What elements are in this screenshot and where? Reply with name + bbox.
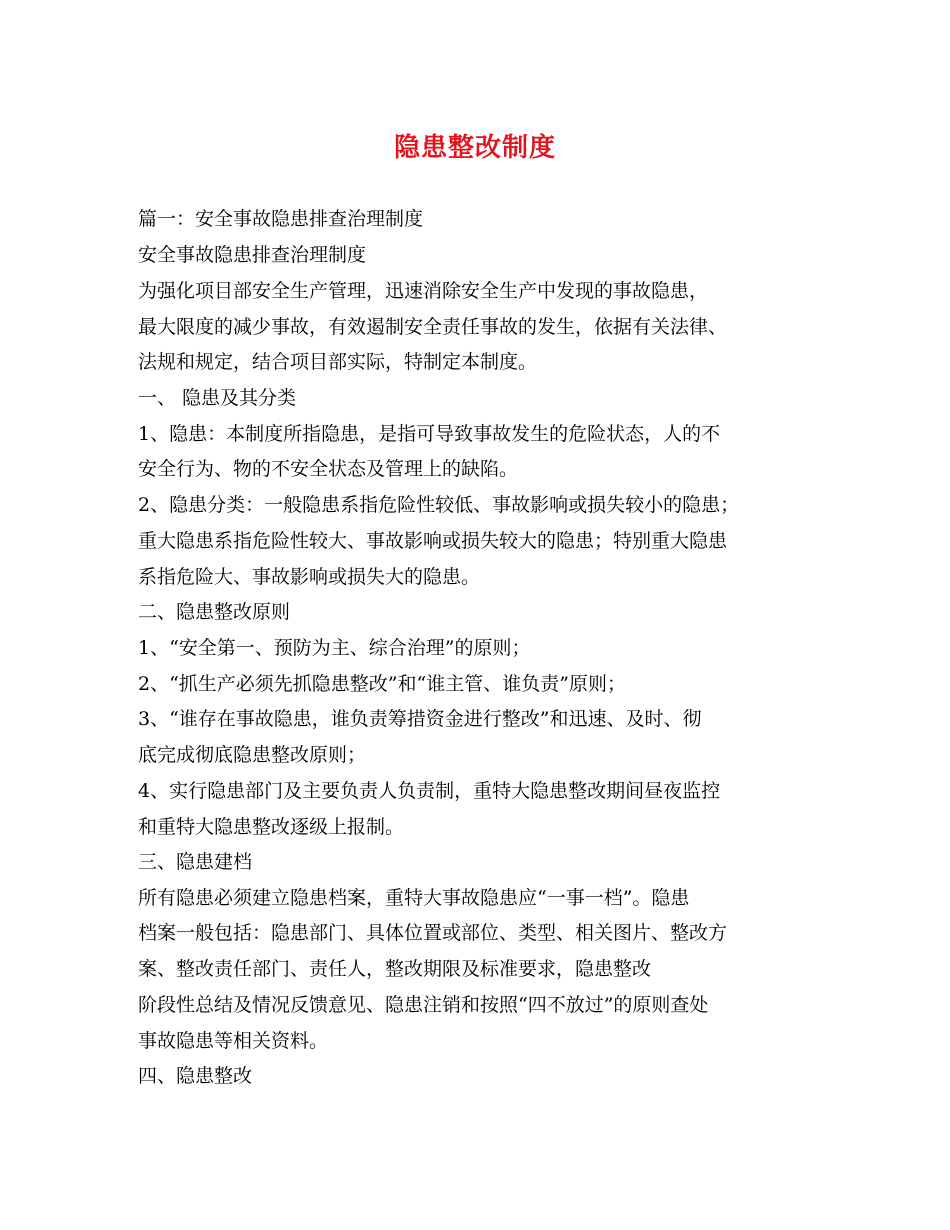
subtitle: 安全事故隐患排查治理制度 bbox=[138, 244, 367, 266]
paragraph-line: 3、“谁存在事故隐患，谁负责筹措资金进行整改”和迅速、及时、彻 bbox=[138, 708, 702, 730]
paragraph-line: 重大隐患系指危险性较大、事故影响或损失较大的隐患；特别重大隐患 bbox=[138, 530, 728, 552]
section-heading-4: 四、隐患整改 bbox=[138, 1065, 253, 1087]
section-heading-1: 一、 隐患及其分类 bbox=[138, 387, 297, 409]
paragraph-line: 2、“抓生产必须先抓隐患整改”和“谁主管、谁负责”原则； bbox=[138, 673, 626, 695]
paragraph-line: 2、隐患分类：一般隐患系指危险性较低、事故影响或损失较小的隐患； bbox=[138, 494, 740, 516]
document-title: 隐患整改制度 bbox=[393, 133, 556, 163]
paragraph-line: 最大限度的减少事故，有效遏制安全责任事故的发生，依据有关法律、 bbox=[138, 316, 728, 338]
paragraph-line: 阶段性总结及情况反馈意见、隐患注销和按照“四不放过”的原则查处 bbox=[138, 994, 709, 1016]
paragraph-line: 4、实行隐患部门及主要负责人负责制，重特大隐患整改期间昼夜监控 bbox=[138, 780, 721, 802]
paragraph-line: 法规和规定，结合项目部实际，特制定本制度。 bbox=[138, 351, 538, 373]
paragraph-line: 系指危险大、事故影响或损失大的隐患。 bbox=[138, 566, 481, 588]
paragraph-line: 事故隐患等相关资料。 bbox=[138, 1030, 329, 1052]
section-heading-2: 二、隐患整改原则 bbox=[138, 601, 291, 623]
heading-part-one: 篇一：安全事故隐患排查治理制度 bbox=[138, 208, 424, 230]
paragraph-line: 底完成彻底隐患整改原则； bbox=[138, 744, 367, 766]
paragraph-line: 1、隐患：本制度所指隐患，是指可导致事故发生的危险状态，人的不 bbox=[138, 423, 721, 445]
paragraph-line: 案、整改责任部门、责任人，整改期限及标准要求，隐患整改 bbox=[138, 958, 652, 980]
paragraph-line: 所有隐患必须建立隐患档案，重特大事故隐患应“一事一档”。隐患 bbox=[138, 887, 690, 909]
paragraph-line: 安全行为、物的不安全状态及管理上的缺陷。 bbox=[138, 458, 519, 480]
paragraph-line: 和重特大隐患整改逐级上报制。 bbox=[138, 816, 405, 838]
paragraph-line: 1、“安全第一、预防为主、综合治理”的原则； bbox=[138, 637, 531, 659]
paragraph-line: 为强化项目部安全生产管理，迅速消除安全生产中发现的事故隐患， bbox=[138, 280, 709, 302]
paragraph-line: 档案一般包括：隐患部门、具体位置或部位、类型、相关图片、整改方 bbox=[138, 922, 728, 944]
section-heading-3: 三、隐患建档 bbox=[138, 851, 253, 873]
